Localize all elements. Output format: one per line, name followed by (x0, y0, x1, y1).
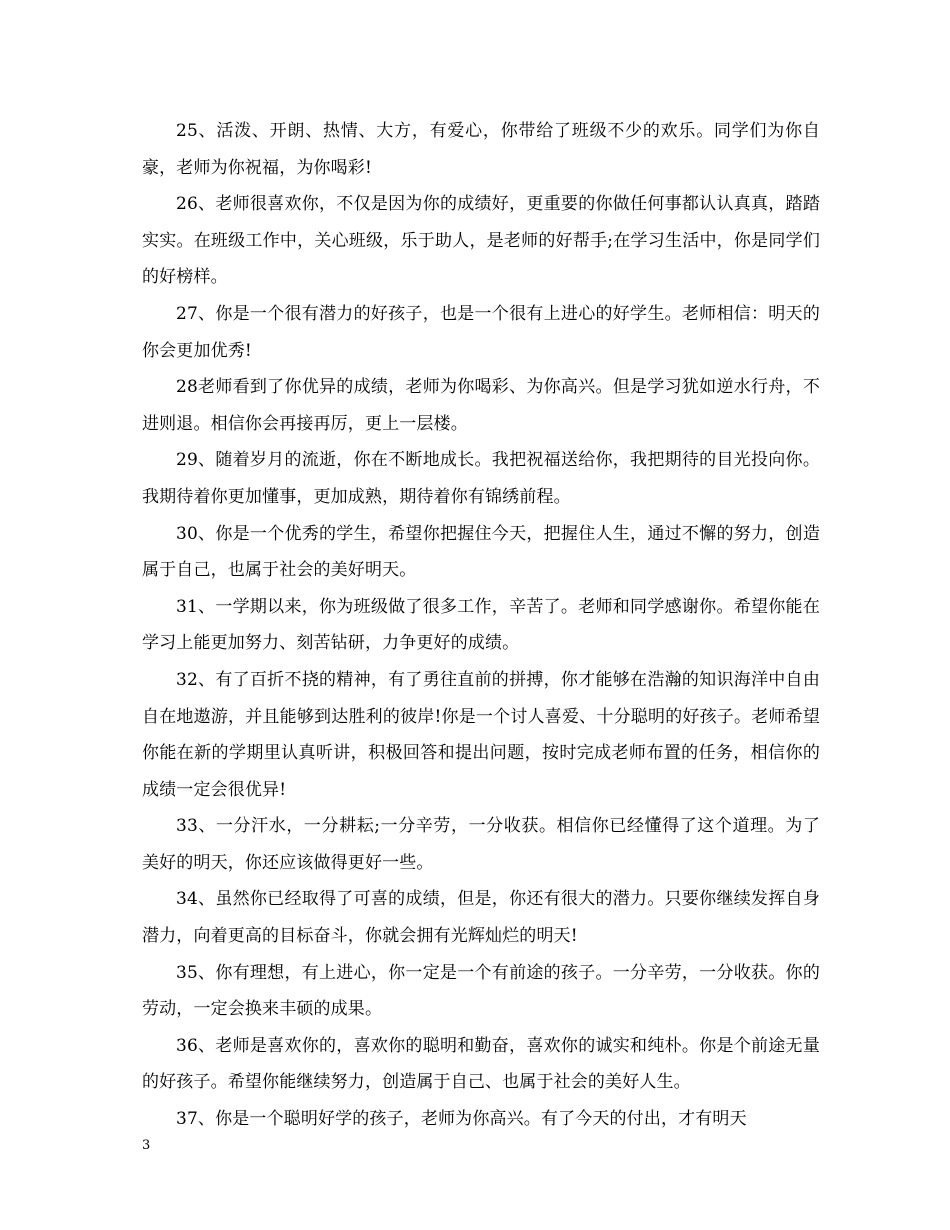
paragraph-29: 29、随着岁月的流逝，你在不断地成长。我把祝福送给你，我把期待的目光投向你。我期待着你更加懂事，更加成熟，期待着你有锦绣前程。 (142, 450, 820, 507)
paragraph-30: 30、你是一个优秀的学生，希望你把握住今天，把握住人生，通过不懈的努力，创造属于自己，也属于社会的美好明天。 (142, 523, 820, 581)
paragraph-31: 31、一学期以来，你为班级做了很多工作，辛苦了。老师和同学感谢你。希望你能在学习上能更加努力、刻苦钻研，力争更好的成绩。 (142, 596, 820, 654)
paragraph-25: 25、活泼、开朗、热情、大方，有爱心，你带给了班级不少的欢乐。同学们为你自豪，老师为你祝福，为你喝彩! (142, 121, 820, 178)
paragraph-34: 34、虽然你已经取得了可喜的成绩，但是，你还有很大的潜力。只要你继续发挥自身潜力，向着更高的目标奋斗，你就会拥有光辉灿烂的明天! (142, 889, 820, 947)
paragraph-26: 26、老师很喜欢你，不仅是因为你的成绩好，更重要的你做任何事都认认真真，踏踏实实。在班级工作中，关心班级，乐于助人，是老师的好帮手;在学习生活中，你是同学们的好榜样。 (142, 194, 820, 288)
paragraph-32: 32、有了百折不挠的精神，有了勇往直前的拼搏，你才能够在浩瀚的知识海洋中自由自在地遨游，并且能够到达胜利的彼岸!你是一个讨人喜爱、十分聪明的好孩子。老师希望你能在新的学期里认真听讲，积极回答和提出问题，按时完成老师布置的任务，相信你的成绩一定会很优异! (142, 669, 820, 800)
paragraph-35: 35、你有理想，有上进心，你一定是一个有前途的孩子。一分辛劳，一分收获。你的劳动，一定会换来丰硕的成果。 (142, 962, 820, 1020)
paragraph-37: 37、你是一个聪明好学的孩子，老师为你高兴。有了今天的付出，才有明天 (176, 1109, 747, 1130)
paragraph-36: 36、老师是喜欢你的，喜欢你的聪明和勤奋，喜欢你的诚实和纯朴。你是个前途无量的好孩子。希望你能继续努力，创造属于自己、也属于社会的美好人生。 (142, 1035, 820, 1093)
paragraph-28: 28老师看到了你优异的成绩，老师为你喝彩、为你高兴。但是学习犹如逆水行舟，不进则退。相信你会再接再厉，更上一层楼。 (142, 377, 820, 434)
paragraph-33: 33、一分汗水，一分耕耘;一分辛劳，一分收获。相信你已经懂得了这个道理。为了美好的明天，你还应该做得更好一些。 (142, 816, 820, 873)
document-body (142, 113, 820, 1138)
page-number: 3 (142, 1138, 151, 1153)
paragraph-27: 27、你是一个很有潜力的好孩子，也是一个很有上进心的好学生。老师相信：明天的你会更加优秀! (142, 303, 820, 361)
